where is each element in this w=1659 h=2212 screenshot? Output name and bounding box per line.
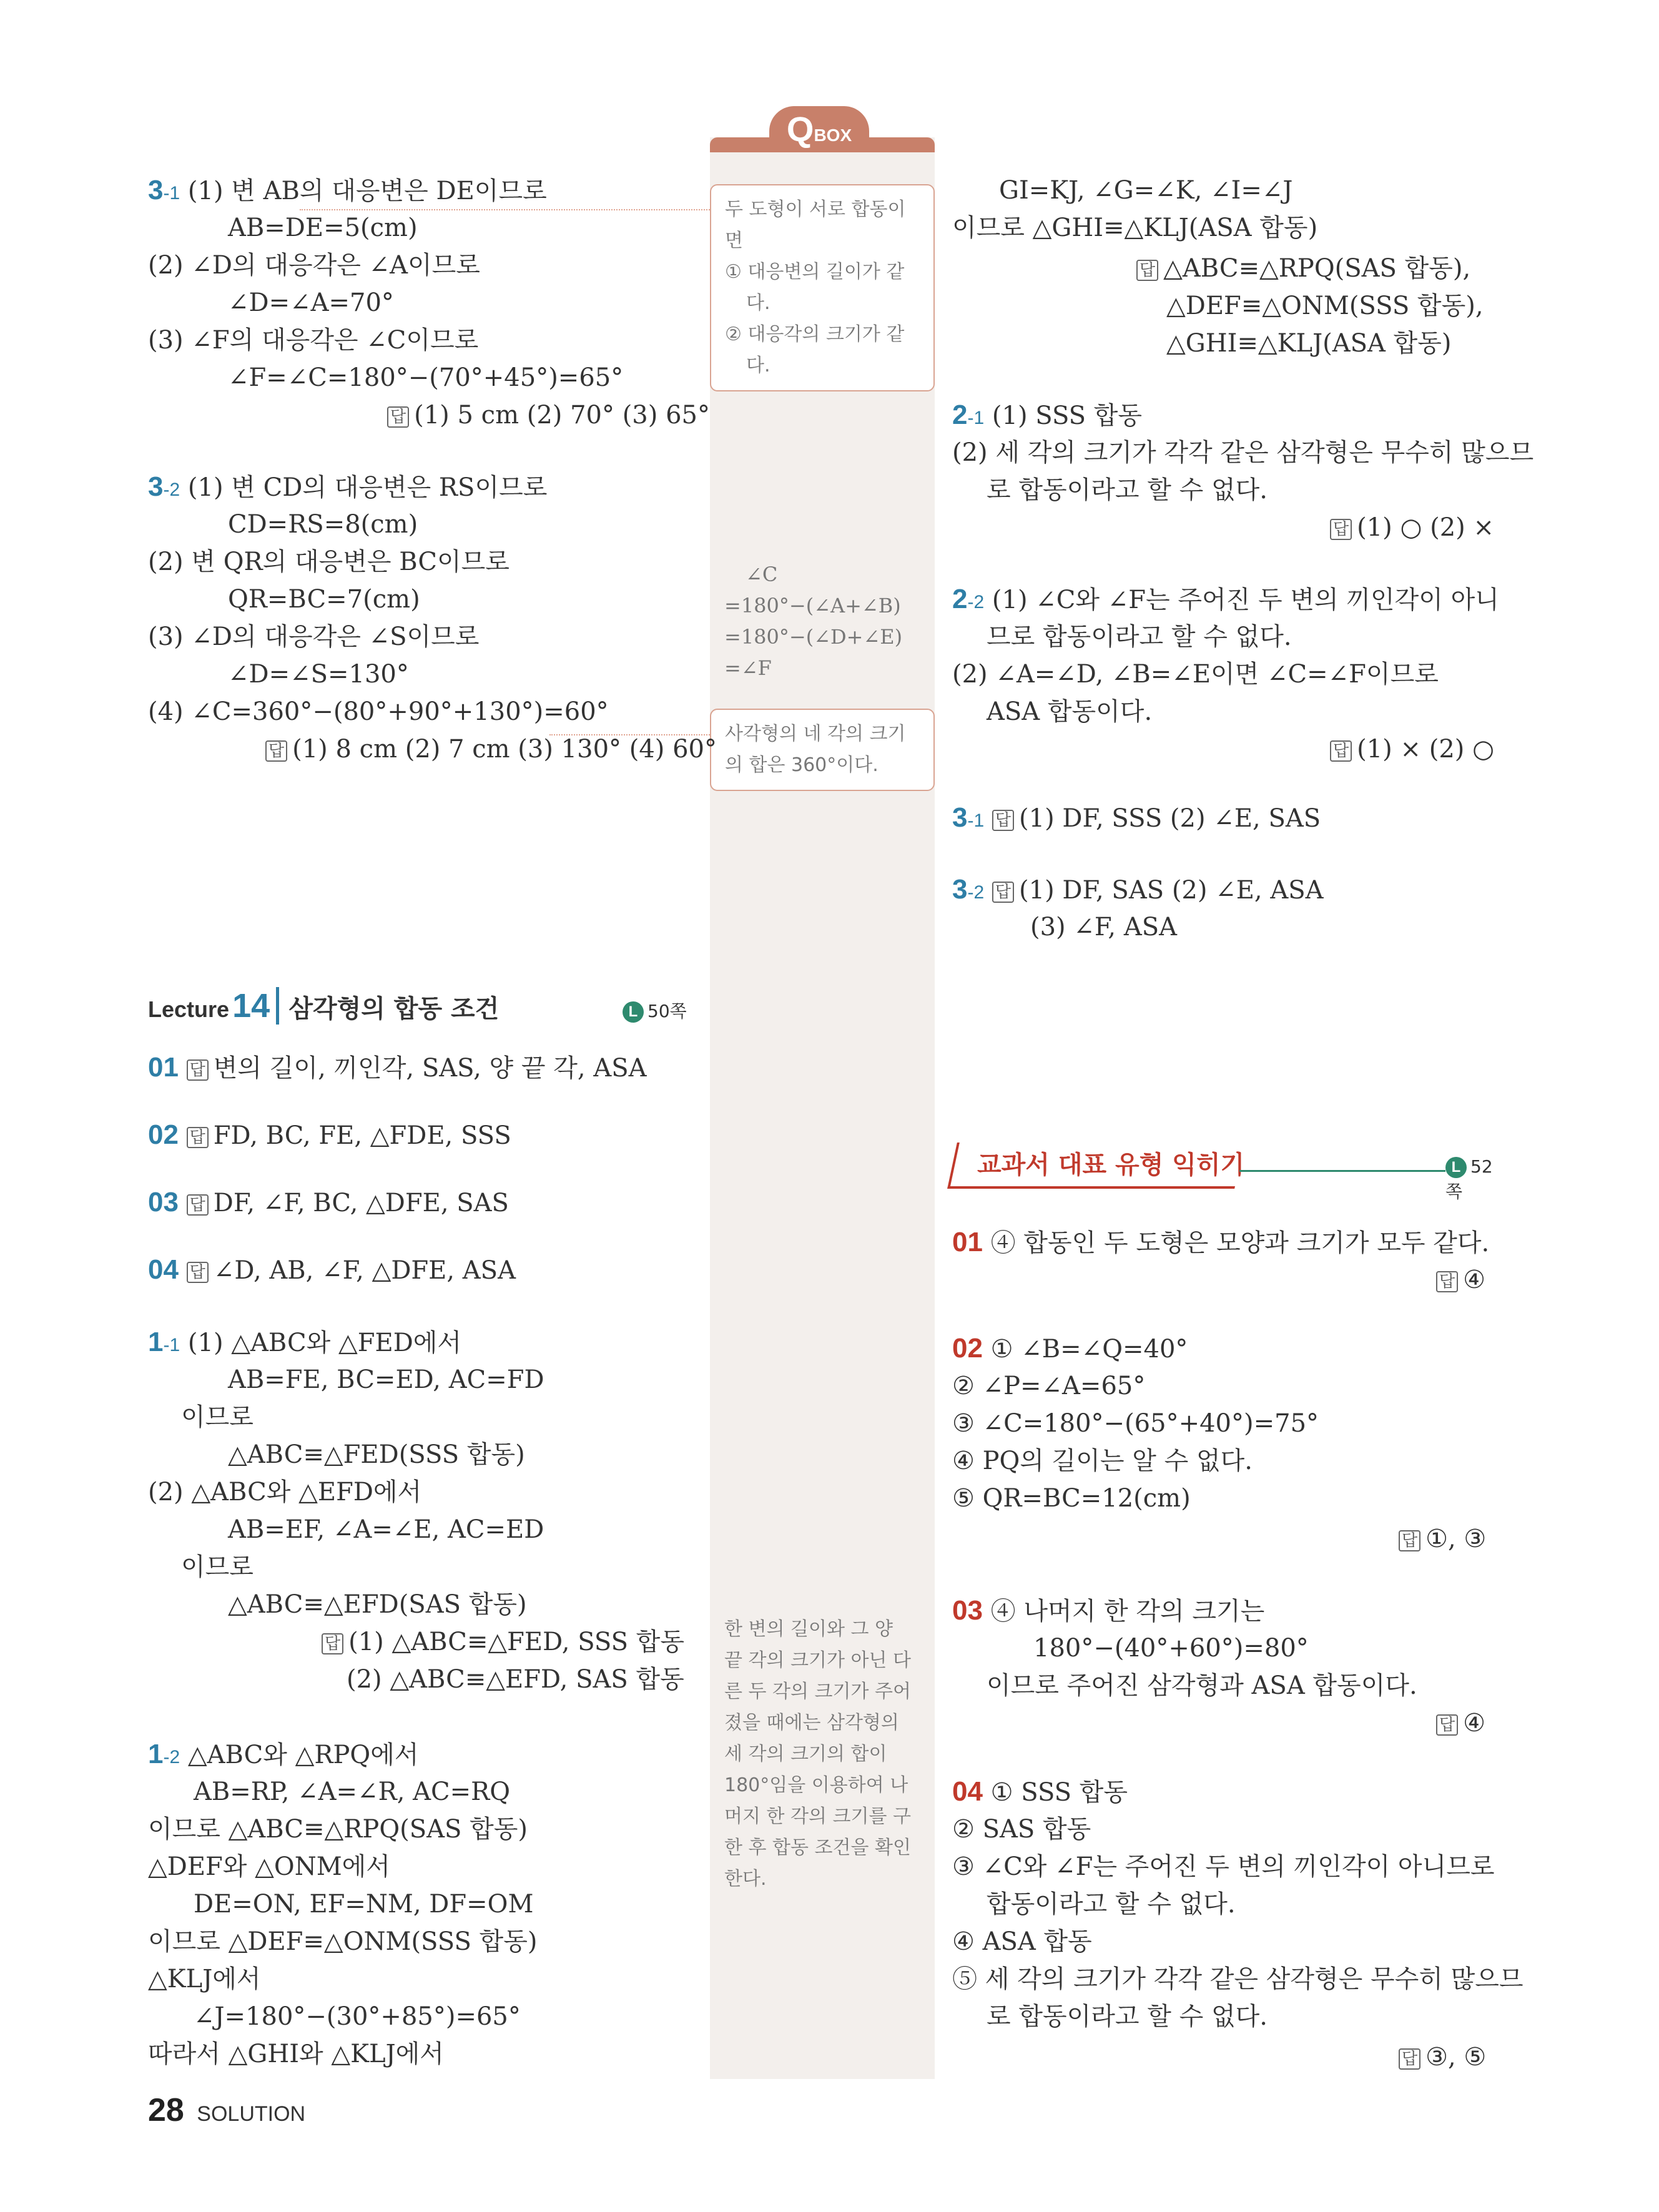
note-line: 다. <box>746 355 770 376</box>
solution-line: △KLJ에서 <box>148 1965 261 1993</box>
answer-line: 답 △ABC≡△RPQ(SAS 합동), <box>1136 250 1470 289</box>
qbox-angle-math <box>724 559 924 684</box>
textbook-item-03: 03 ④ 나머지 한 각의 크기는 <box>952 1595 1265 1626</box>
solution-line: (3) ∠F, ASA <box>1030 913 1178 941</box>
solution-line: ④ ASA 합동 <box>952 1927 1092 1956</box>
solution-line: AB=FE, BC=ED, AC=FD <box>228 1365 544 1394</box>
textbook-ref-icon: L <box>1445 1157 1467 1178</box>
solution-line: ∠D=∠S=130° <box>228 660 409 689</box>
solution-line: 이므로 △ABC≡△RPQ(SAS 합동) <box>148 1815 528 1844</box>
lecture-number: 14 <box>232 987 279 1025</box>
answer-line: 답 (1) △ABC≡△FED, SSS 합동 <box>322 1623 684 1663</box>
note-line: 한 변의 길이와 그 양 <box>724 1618 893 1640</box>
solution-line: 이므로 <box>181 1403 254 1432</box>
solution-line: (2) ∠D의 대응각은 ∠A이므로 <box>148 251 480 280</box>
qbox-note-congruence <box>710 184 935 391</box>
section-rule <box>1239 1170 1445 1172</box>
math-line: =∠F <box>724 656 772 680</box>
lecture-header <box>148 986 691 1030</box>
answer-icon: 답 <box>992 810 1014 831</box>
solution-line: AB=EF, ∠A=∠E, AC=ED <box>228 1515 544 1544</box>
page-reference: L 50쪽 <box>623 998 687 1023</box>
qbox-note-asa <box>724 1614 924 1895</box>
answer-line: 답 (1) ○ (2) × <box>1330 509 1494 548</box>
textbook-item-04: 04 ① SSS 합동 <box>952 1776 1128 1807</box>
solution-line: (2) 변 QR의 대응변은 BC이므로 <box>148 548 510 576</box>
answer-line: △DEF≡△ONM(SSS 합동), <box>1166 292 1484 320</box>
lecture-ref-icon: L <box>623 1001 644 1023</box>
math-line: ∠C <box>746 563 778 586</box>
answer-line: 답 ③, ⑤ <box>1399 2038 1486 2078</box>
solution-line: ② ∠P=∠A=65° <box>952 1372 1146 1400</box>
answer-icon: 답 <box>1399 1530 1420 1551</box>
solution-line: △DEF와 △ONM에서 <box>148 1852 390 1881</box>
solution-line: △ABC≡△FED(SSS 합동) <box>228 1440 525 1469</box>
note-line: 끝 각의 크기가 아닌 다 <box>724 1649 911 1671</box>
lecture-title: 삼각형의 합동 조건 <box>288 995 500 1023</box>
answer-icon: 답 <box>322 1633 343 1654</box>
problem-number: 2-2 <box>952 584 985 614</box>
solution-line: DE=ON, EF=NM, DF=OM <box>194 1890 534 1919</box>
solution-line: ③ ∠C=180°−(65°+40°)=75° <box>952 1409 1319 1438</box>
answer-line: 답 ④ <box>1436 1704 1485 1744</box>
answer-icon: 답 <box>187 1262 209 1283</box>
note-line: 머지 한 각의 크기를 구 <box>724 1806 911 1827</box>
note-line: 졌을 때에는 삼각형의 <box>724 1712 899 1734</box>
problem-2-2-line: 2-2 (1) ∠C와 ∠F는 주어진 두 변의 끼인각이 아니 <box>952 584 1499 614</box>
solution-line: 180°−(40°+60°)=80° <box>1033 1634 1309 1663</box>
lecture-item-04: 04 답 ∠D, AB, ∠F, △DFE, ASA <box>148 1254 516 1285</box>
note-line: 한 후 합동 조건을 확인 <box>724 1837 911 1859</box>
solution-line: (2) ∠A=∠D, ∠B=∠E이면 ∠C=∠F이므로 <box>952 660 1439 689</box>
solution-line: ASA 합동이다. <box>987 697 1153 726</box>
problem-number: 3-1 <box>148 175 180 205</box>
page-number: 28 <box>148 2092 184 2128</box>
solution-line: ② SAS 합동 <box>952 1815 1091 1844</box>
problem-3-2-right: 3-2 답 (1) DF, SAS (2) ∠E, ASA <box>952 874 1324 905</box>
qbox-note-quad <box>710 709 935 791</box>
note-line: 면 <box>725 230 743 252</box>
answer-line: 답 (1) 5 cm (2) 70° (3) 65° <box>387 396 710 436</box>
lecture-label: Lecture <box>148 996 230 1022</box>
solution-line: ∠D=∠A=70° <box>228 288 394 317</box>
answer-icon: 답 <box>387 406 409 428</box>
note-line: 두 도형이 서로 합동이 <box>725 199 906 220</box>
answer-icon: 답 <box>1330 519 1352 540</box>
note-line: 른 두 각의 크기가 주어 <box>724 1681 911 1703</box>
solution-line: 이므로 △GHI≡△KLJ(ASA 합동) <box>952 214 1318 242</box>
solution-line: ③ ∠C와 ∠F는 주어진 두 변의 끼인각이 아니므로 <box>952 1852 1495 1881</box>
problem-number: 3-1 <box>952 802 985 833</box>
lecture-item-03: 03 답 DF, ∠F, BC, △DFE, SAS <box>148 1187 509 1217</box>
solution-line: (3) ∠D의 대응각은 ∠S이므로 <box>148 622 480 651</box>
solution-line: ⑤ 세 각의 크기가 각각 같은 삼각형은 무수히 많으므 <box>952 1965 1524 1993</box>
answer-icon: 답 <box>187 1059 209 1081</box>
solution-line: (3) ∠F의 대응각은 ∠C이므로 <box>148 326 479 355</box>
qbox-subtitle: BOX <box>814 125 852 145</box>
answer-line: 답 ④ <box>1436 1261 1485 1300</box>
solution-line: QR=BC=7(cm) <box>228 585 420 614</box>
answer-icon: 답 <box>1136 260 1158 281</box>
answer-line: 답 ①, ③ <box>1399 1520 1486 1560</box>
problem-1-1-line: 1-1 (1) △ABC와 △FED에서 <box>148 1327 462 1357</box>
solution-line: 이므로 <box>181 1553 254 1581</box>
solution-line: AB=RP, ∠A=∠R, AC=RQ <box>194 1777 511 1806</box>
solution-line: ∠J=180°−(30°+85°)=65° <box>194 2002 521 2031</box>
solution-line: (2) △ABC와 △EFD에서 <box>148 1478 422 1507</box>
solution-line: ④ PQ의 길이는 알 수 없다. <box>952 1447 1253 1475</box>
note-line: 한다. <box>724 1868 767 1890</box>
answer-icon: 답 <box>1436 1271 1458 1292</box>
solution-line: 합동이라고 할 수 없다. <box>987 1890 1236 1919</box>
problem-3-1-line: 3-1 (1) 변 AB의 대응변은 DE이므로 <box>148 175 547 205</box>
answer-icon: 답 <box>1330 740 1352 762</box>
problem-number: 1-1 <box>148 1327 180 1357</box>
answer-icon: 답 <box>1436 1714 1458 1736</box>
page-reference: L 52쪽 <box>1445 1156 1493 1202</box>
problem-number: 2-1 <box>952 400 985 430</box>
solution-line: ⑤ QR=BC=12(cm) <box>952 1484 1191 1513</box>
note-line: 180°임을 이용하여 나 <box>724 1774 908 1796</box>
note-line: 다. <box>746 292 770 314</box>
note-line: ① 대응변의 길이가 같 <box>725 261 905 283</box>
answer-line: 답 (1) 8 cm (2) 7 cm (3) 130° (4) 60° <box>265 730 717 770</box>
solution-line: CD=RS=8(cm) <box>228 510 418 539</box>
note-line: ② 대응각의 크기가 같 <box>725 323 905 345</box>
answer-line: 답 (1) × (2) ○ <box>1330 730 1494 770</box>
solution-line: GI=KJ, ∠G=∠K, ∠I=∠J <box>999 176 1293 205</box>
solution-line: 따라서 △GHI와 △KLJ에서 <box>148 2040 444 2068</box>
solution-line: 므로 합동이라고 할 수 없다. <box>987 622 1292 651</box>
problem-2-1-line: 2-1 (1) SSS 합동 <box>952 400 1143 430</box>
math-line: =180°−(∠A+∠B) <box>724 594 901 617</box>
lecture-item-01: 01 답 변의 길이, 끼인각, SAS, 양 끝 각, ASA <box>148 1052 647 1083</box>
answer-icon: 답 <box>992 882 1014 903</box>
answer-icon: 답 <box>1399 2048 1420 2070</box>
problem-3-1-right: 3-1 답 (1) DF, SSS (2) ∠E, SAS <box>952 802 1321 833</box>
note-line: 세 각의 크기의 합이 <box>724 1743 887 1765</box>
problem-1-2-line: 1-2 △ABC와 △RPQ에서 <box>148 1739 419 1769</box>
qbox-title: QBOX <box>769 106 869 152</box>
solution-line: ∠F=∠C=180°−(70°+45°)=65° <box>228 363 624 392</box>
solution-line: 로 합동이라고 할 수 없다. <box>987 476 1268 504</box>
answer-line: (2) △ABC≡△EFD, SAS 합동 <box>347 1665 684 1694</box>
answer-icon: 답 <box>187 1194 209 1216</box>
solution-line: 로 합동이라고 할 수 없다. <box>987 2002 1268 2031</box>
math-line: =180°−(∠D+∠E) <box>724 625 903 649</box>
solution-line: (4) ∠C=360°−(80°+90°+130°)=60° <box>148 697 609 726</box>
note-line: 의 합은 360°이다. <box>725 754 879 776</box>
lecture-item-02: 02 답 FD, BC, FE, △FDE, SSS <box>148 1119 511 1150</box>
solution-line: △ABC≡△EFD(SAS 합동) <box>228 1590 527 1619</box>
solution-line: 이므로 △DEF≡△ONM(SSS 합동) <box>148 1927 538 1956</box>
page-footer <box>148 2092 305 2129</box>
problem-number: 3-2 <box>952 874 985 905</box>
textbook-item-01: 01 ④ 합동인 두 도형은 모양과 크기가 모두 같다. <box>952 1227 1490 1257</box>
qbox-header <box>710 106 935 159</box>
problem-3-2-line: 3-2 (1) 변 CD의 대응변은 RS이므로 <box>148 471 548 502</box>
problem-number: 3-2 <box>148 471 180 502</box>
textbook-item-02: 02 ① ∠B=∠Q=40° <box>952 1333 1188 1364</box>
textbook-section-header <box>952 1143 1495 1202</box>
answer-icon: 답 <box>265 740 287 762</box>
section-title: 교과서 대표 유형 익히기 <box>977 1151 1245 1179</box>
solution-line: (2) 세 각의 크기가 각각 같은 삼각형은 무수히 많으므 <box>952 438 1534 467</box>
note-line: 사각형의 네 각의 크기 <box>725 723 906 745</box>
problem-number: 1-2 <box>148 1739 180 1769</box>
solution-line: 이므로 주어진 삼각형과 ASA 합동이다. <box>987 1671 1417 1700</box>
footer-label: SOLUTION <box>197 2102 306 2126</box>
answer-icon: 답 <box>187 1127 209 1148</box>
answer-line: △GHI≡△KLJ(ASA 합동) <box>1166 329 1452 358</box>
solution-line: AB=DE=5(cm) <box>228 214 418 242</box>
